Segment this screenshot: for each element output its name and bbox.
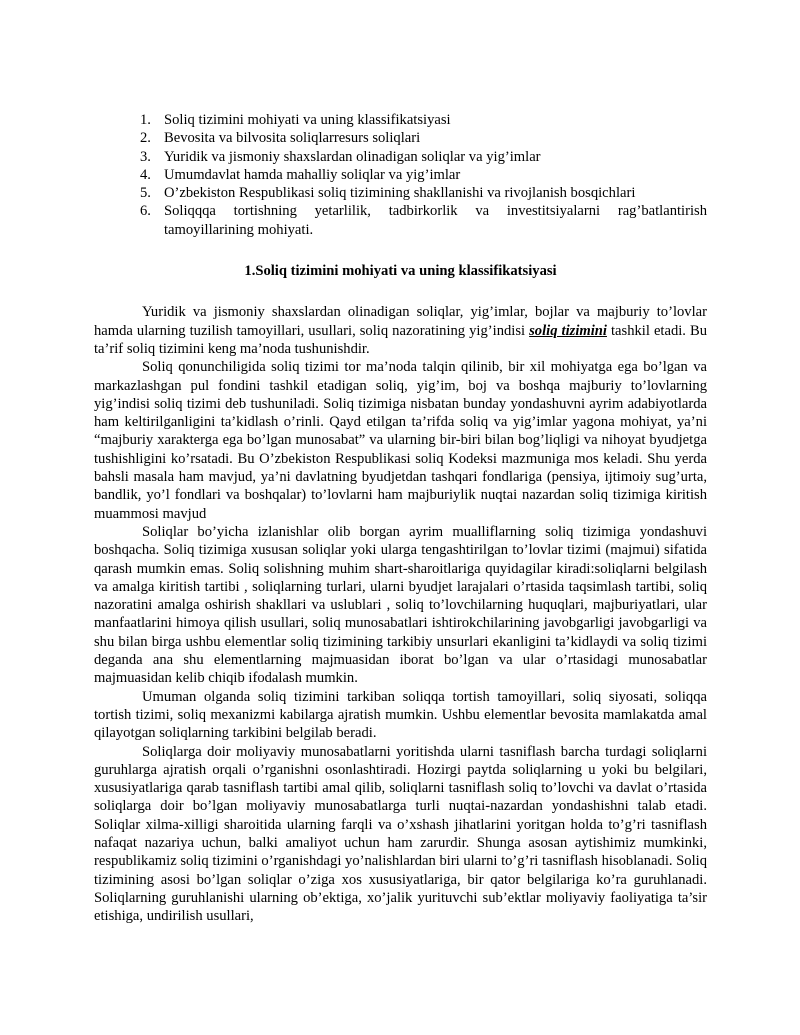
paragraph-1-before: Yuridik va jismoniy shaxslardan olinadigan soliqlar, yig’imlar, bojlar va majburiy to’lovlar hamda ularning tuzilish tamoyillari, usullari, soliq nazoratining yig’indisi [94,304,707,339]
paragraph-2: Soliq qonunchiligida soliq tizimi tor ma’noda talqin qilinib, bir xil mohiyatga ega bo’lgan va markazlashgan pul fondini tashkil etadigan soliq, yig’im, boj va boshqa majburiy to’lovlarning yig’indisi soliq tizimi deb tushuniladi. Soliq tizimiga nisbatan bunday yondashuvni ayrim adabiyotlarda ham keltirilganligini ta’kidlash o’rinli. Qayd etilgan ta’rifda soliq va yig’imlar yagona mohiyat, ya’ni “majburiy xarakterga ega bo’lgan munosabat” va ularning bir-biri bilan bog’liqligi va nihoyat byudjetga tushishligini ko’rsatadi. Bu O’zbekiston Respublikasi soliq Kodeksi mazmuniga mos keladi. Shu yerda bahsli masala ham mavjud, ya’ni davlatning byudjetdan tashqari fondlariga (pensiya, ijtimoiy sug’urta, bandlik, yo’l fondlari va boshqalar) to’lovlarni ham majburiylik nuqtai nazardan soliq tizimiga kiritish muammosi mavjud [94,359,707,522]
section-heading: 1.Soliq tizimini mohiyati va uning klassifikatsiyasi [244,263,557,280]
paragraph-5: Soliqlarga doir moliyaviy munosabatlarni yoritishda ularni tasniflash barcha turdagi soliqlarni guruhlarga ajratish orqali o’rganishni osonlashtiradi. Hozirgi paytda soliqlarning u yoki bu belgilari, xususiyatlariga qarab tasniflash tartibi amal qilib, soliqlarni tasniflash soliq to’lovchi va davlat o’rtasida soliqlarga doir bo’lgan moliyaviy munosabatlarga turli nuqtai-nazardan yondashishni talab etadi. Soliqlar xilma-xilligi sharoitida ularning farqli va o’xshash jihatlarini yoritgan holda to’g’ri tasniflash nafaqat nazariya uchun, balki amaliyot uchun ham zarurdir. Shunga asosan aytishimiz mumkinki, respublikamiz soliq tizimini o’rganishdagi yo’nalishlardan biri ularni to’g’ri tasniflash hisoblanadi. Soliq tizimining asosi bo’lgan soliqlar o’ziga xos xususiyatlariga, bir qator belgilariga ko’ra guruhlanadi. Soliqlarning guruhlanishi ularning ob’ektiga, xo’jalik yurituvchi sub’ektlar moliyaviy faoliyatiga ta’sir etishiga, undirilish usullari, [94,743,707,925]
paragraph-1 [94,303,707,358]
key-term: soliq tizimini [529,322,607,339]
paragraph-4: Umuman olganda soliq tizimini tarkiban soliqqa tortish tamoyillari, soliq siyosati, soliqqa tortish tizimi, soliq mexanizmi kabilarga ajratish mumkin. Ushbu elementlar bevosita mamlakatda amal qilayotgan soliqlarning tarkibini belgilab beradi. [94,688,707,742]
toc-item [94,166,707,184]
toc-item-text: O’zbekiston Respublikasi soliq tizimining shakllanishi va rivojlanish bosqichlari [164,185,636,202]
toc-item-text: Soliq tizimini mohiyati va uning klassifikatsiyasi [164,112,451,128]
toc-item-number: 6. [140,203,151,220]
toc-item-number: 4. [140,166,151,183]
toc-item-number: 2. [140,130,151,147]
toc-item [94,111,707,129]
toc-item-number: 5. [140,185,151,202]
toc-item-number: 3. [140,148,151,165]
toc-item-number: 1. [140,112,151,128]
toc-item [94,184,707,202]
table-of-contents [94,111,707,239]
paragraph-3: Soliqlar bo’yicha izlanishlar olib borgan ayrim mualliflarning soliq tizimiga yondashuvi boshqacha. Soliq tizimiga xususan soliqlar yoki ularga tengashtirilgan to’lovlar tizimi (majmui) sifatida qarash mumkin emas. Soliq solishning muhim shart-sharoitlariga quyidagilar kiradi:soliqlarni belgilash va amalga kiritish tartibi , soliqlarning turlari, ularni byudjet larajalari o’rtasida taqsimlash tartibi, soliq nazoratini amalga oshirish shakllari va uslublari , soliq to’lovchilarning huquqlari, majburiyatlari, ular manfaatlarini himoya qilish usullari, soliq munosabatlari ishtirokchilarining javobgarligi javobgarligi va shu bilan birga ushbu elementlar soliq tizimining tarkibiy unsurlari ekanligini ta’kidlaydi va soliq tizimi deganda ana shu elementlarning majmuasidan iborat bo’lgan va ular o’rtasidagi munosabatlar majmuasidan kelib chiqib ifodalash mumkin. [94,523,707,687]
toc-item [94,129,707,147]
toc-item-text: Bevosita va bilvosita soliqlarresurs soliqlari [164,130,421,147]
toc-item-text: Umumdavlat hamda mahalliy soliqlar va yig’imlar [164,166,461,183]
toc-item-text: Soliqqqa tortishning yetarlilik, tadbirkorlik va investitsiyalarni rag’batlantirish tamoyillarining mohiyati. [164,203,707,238]
toc-item-text: Yuridik va jismoniy shaxslardan olinadigan soliqlar va yig’imlar [164,148,541,165]
toc-item [94,202,707,239]
paragraph-1-after: tashkil etadi. Bu ta’rif soliq tizimini keng ma’noda tushunishdir. [94,322,708,357]
toc-item [94,148,707,166]
document-page [94,111,707,925]
